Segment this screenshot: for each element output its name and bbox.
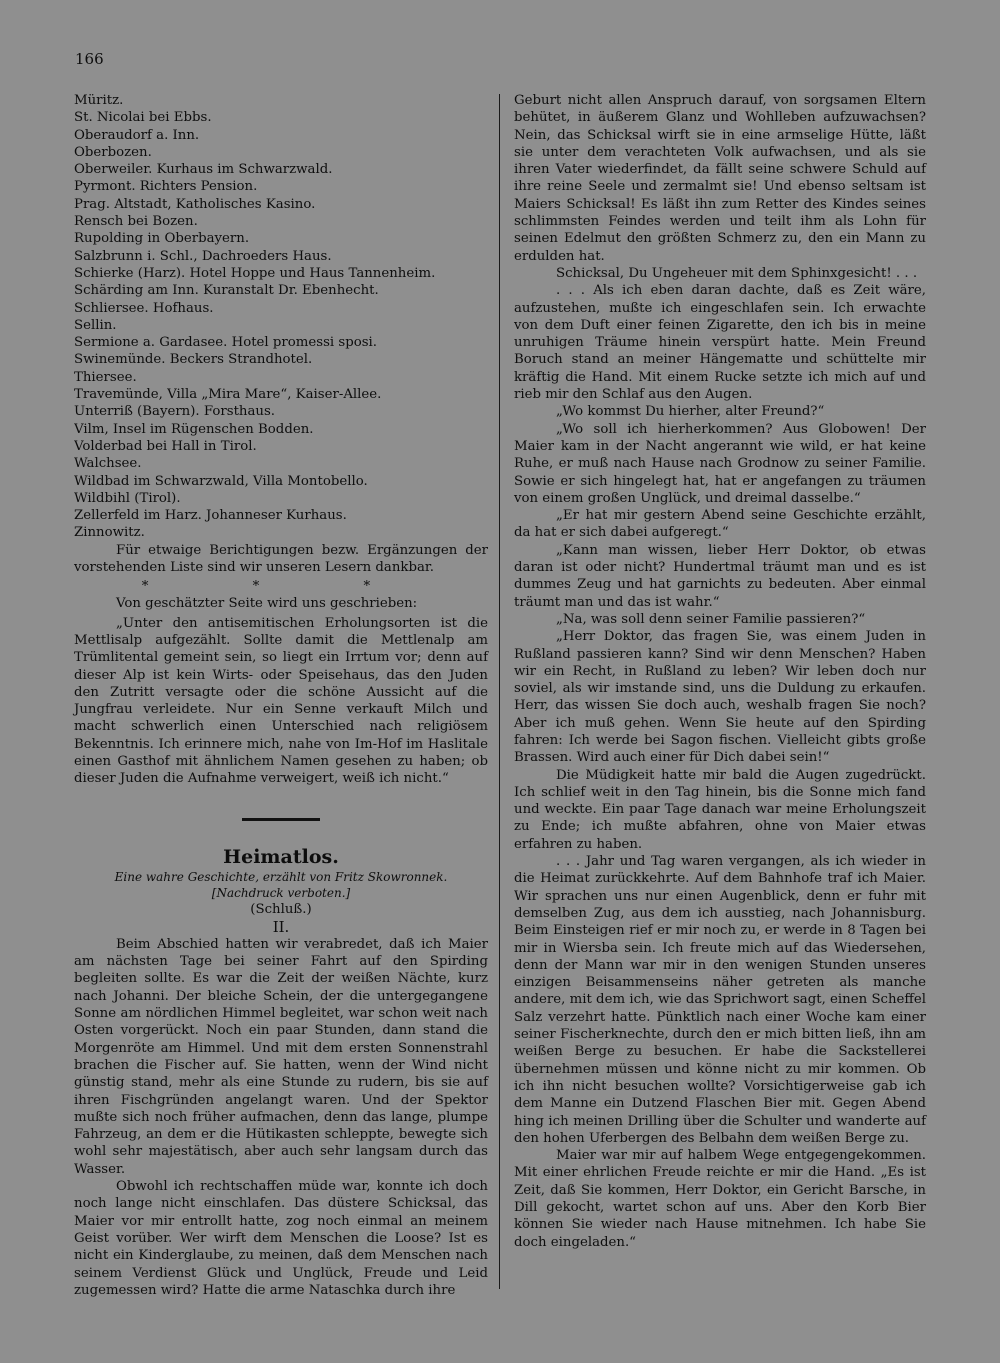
- story-paragraph: . . . Jahr und Tag waren vergangen, als ich wieder in die Heimat zurückkehrte. Auf dem Bahnhofe traf ich Maier. Wir sprachen uns nur einen Augenblick, denn er fuhr mit demselben Zug, aus dem ich ausstieg, nach Johannisburg. Beim Einsteigen rief er mir noch zu, er werde in 8 Tagen bei mir in Wiersba sein. Ich freute mich auf das Wiedersehen, denn der Mann war mir in den wenigen Stunden unseres einzigen Beisammenseins näher getreten als manche andere, mit dem ich, wie das Sprichwort sagt, einen Scheffel Salz verzehrt hatte. Pünktlich nach einer Woche kam einer seiner Fischerknechte, durch den er mich bitten ließ, ihn am weißen Berge zu besuchen. Er habe die Sackstellerei übernehmen müssen und könne nicht zu mir kommen. Ob ich ihn nicht besuchen wollte? Vorsichtigerweise gab ich dem Manne ein Dutzend Flaschen Bier mit. Gegen Abend hing ich meinen Drilling über die Schulter und wanderte auf den hohen Uferbergen des Belbahn dem weißen Berge zu.: [514, 854, 926, 1146]
- story-title: Heimatlos.: [223, 845, 339, 868]
- list-item: Zinnowitz.: [74, 525, 145, 541]
- list-item: Unterriß (Bayern). Forsthaus.: [74, 404, 276, 420]
- story-paragraph: „Wo soll ich hierherkommen? Aus Globowen! Der Maier kam in der Nacht angerannt wie wild, er hat keine Ruhe, er muß nach Hause nach Grodnow zu seiner Familie. Sowie er sich hingelegt hat, hat er angefangen zu träumen von einem großen Unglück, und dreimal dasselbe.“: [514, 421, 926, 506]
- story-paragraph: „Kann man wissen, lieber Herr Doktor, ob etwas daran ist oder nicht? Hundertmal träumt man und es ist dummes Zeug und hat garnichts zu bedeuten. Aber einmal träumt man und das ist wahr.“: [514, 542, 926, 610]
- right-column: [514, 92, 926, 1251]
- letter-intro: Von geschätzter Seite wird uns geschrieben:: [116, 596, 418, 612]
- story-paragraph: Maier war mir auf halbem Wege entgegengekommen. Mit einer ehrlichen Freude reichte er mir die Hand. „Es ist Zeit, daß Sie kommen, Herr Doktor, ein Gericht Barsche, in Dill gekocht, wartet schon auf uns. Aber den Korb Bier können Sie wieder nach Hause mitnehmen. Ich habe Sie doch eingeladen.“: [514, 1148, 926, 1250]
- list-item: Wildbihl (Tirol).: [74, 490, 181, 506]
- list-item: Oberaudorf a. Inn.: [74, 127, 200, 143]
- list-item: Swinemünde. Beckers Strandhotel.: [74, 352, 313, 368]
- story-paragraph: „Er hat mir gestern Abend seine Geschichte erzählt, da hat er sich dabei aufgeregt.“: [514, 508, 926, 541]
- list-item: Oberweiler. Kurhaus im Schwarzwald.: [74, 162, 333, 178]
- left-column: [74, 92, 488, 1299]
- places-list: [74, 92, 488, 542]
- story-paragraph: „Na, was soll denn seiner Familie passieren?“: [556, 611, 866, 627]
- list-item: Schierke (Harz). Hotel Hoppe und Haus Tannenheim.: [74, 265, 436, 281]
- list-item: Rensch bei Bozen.: [74, 214, 198, 230]
- story-paragraph: Die Müdigkeit hatte mir bald die Augen zugedrückt. Ich schlief weit in den Tag hinein, bis die Sonne mich fand und weckte. Ein paar Tage danach war meine Erholungszeit zu Ende; ich mußte abfahren, ohne von Maier etwas erfahren zu haben.: [514, 767, 926, 852]
- section-separator: * * *: [141, 579, 421, 595]
- story-paragraph: „Herr Doktor, das fragen Sie, was einem Juden in Rußland passieren kann? Sind wir denn Menschen? Haben wir ein Recht, in Rußland zu leben? Wir leben doch nur soviel, als wir imstande sind, uns die Duldung zu erkaufen. Herr, das wissen Sie doch auch, weshalb fragen Sie noch? Aber ich muß gehen. Wenn Sie heute auf den Spirding fahren: Ich werde bei Sagon fischen. Vielleicht gibts große Brassen. Wird auch einer für Dich dabei sein!“: [514, 629, 926, 766]
- page-number: 166: [75, 50, 104, 68]
- list-item: Volderbad bei Hall in Tirol.: [74, 438, 257, 454]
- list-item: Prag. Altstadt, Katholisches Kasino.: [74, 196, 316, 212]
- list-item: St. Nicolai bei Ebbs.: [74, 110, 212, 126]
- list-item: Zellerfeld im Harz. Johanneser Kurhaus.: [74, 508, 347, 524]
- story-paragraph: „Wo kommst Du hierher, alter Freund?“: [556, 404, 825, 420]
- reprint-note: [Nachdruck verboten.]: [211, 885, 351, 900]
- story-paragraph: Schicksal, Du Ungeheuer mit dem Sphinxgesicht! . . .: [556, 265, 918, 281]
- list-item: Travemünde, Villa „Mira Mare“, Kaiser-Allee.: [74, 387, 382, 403]
- story-paragraph: Obwohl ich rechtschaffen müde war, konnte ich doch noch lange nicht einschlafen. Das düstere Schicksal, das Maier vor mir entrollt hatte, zog noch einmal an meinem Geist vorüber. Wer wirft dem Menschen die Loose? Ist es nicht ein Kinderglaube, zu meinen, daß dem Menschen nach seinem Verdienst Glück und Unglück, Freude und Leid zugemessen wird? Hatte die arme Nataschka durch ihre: [74, 1179, 488, 1298]
- list-item: Schärding am Inn. Kuranstalt Dr. Ebenhecht.: [74, 283, 379, 299]
- list-item: Thiersee.: [74, 369, 137, 385]
- story-paragraph: Beim Abschied hatten wir verabredet, daß ich Maier am nächsten Tage bei seiner Fahrt auf den Spirding begleiten sollte. Es war die Zeit der weißen Nächte, kurz nach Johanni. Der bleiche Schein, der die untergegangene Sonne am nördlichen Himmel begleitet, war schon weit nach Osten vorgerückt. Noch ein paar Stunden, dann stand die Morgenröte am Himmel. Und mit dem ersten Sonnenstrahl brachen die Fischer auf. Sie hatten, wenn der Wind nicht günstig stand, mehr als eine Stunde zu rudern, bis sie auf ihren Fischgründen angelangt waren. Und der Spektor mußte sich noch früher aufmachen, denn das lange, plumpe Fahrzeug, an dem er die Hütikasten schleppte, bewegte sich wohl sehr majestätisch, aber auch sehr langsam durch das Wasser.: [74, 936, 488, 1177]
- list-item: Schliersee. Hofhaus.: [74, 300, 214, 316]
- column-divider: [499, 94, 500, 1289]
- list-item: Pyrmont. Richters Pension.: [74, 179, 258, 195]
- section-rule: [242, 818, 320, 821]
- list-item: Müritz.: [74, 93, 124, 108]
- list-item: Vilm, Insel im Rügenschen Bodden.: [74, 421, 314, 437]
- letter-text: „Unter den antisemitischen Erholungsorten ist die Mettlisalp aufgezählt. Sollte damit die Mettlenalp am Trümlitental gemeint sein, so liegt ein Irrtum vor; denn auf dieser Alp ist kein Wirts- oder Speisehaus, das den Juden den Zutritt versagte oder die schöne Aussicht auf die Jungfrau verleidete. Nur ein Senne verkauft Milch und macht schwerlich einen Unterschied nach religiösem Bekenntnis. Ich erinnere mich, nahe von Im-Hof im Haslitale einen Gasthof mit ähnlichem Namen gesehen zu haben; ob dieser Juden die Aufnahme verweigert, weiß ich nicht.“: [74, 615, 488, 787]
- story-paragraph: Geburt nicht allen Anspruch darauf, von sorgsamen Eltern behütet, in äußerem Glanz und Wohlleben aufzuwachsen? Nein, das Schicksal wirft sie in eine armselige Hütte, läßt sie unter dem verachteten Volk aufwachsen, und als sie ihren Vater wiederfindet, da fällt seine schwere Schuld auf ihre reine Seele und zermalmt sie! Und ebenso seltsam ist Maiers Schicksal! Es läßt ihn zum Retter des Kindes seines schlimmsten Feindes werden und teilt ihm als Lohn für seinen Edelmut den größten Schmerz zu, den ein Mann zu erdulden hat.: [514, 93, 926, 264]
- list-item: Rupolding in Oberbayern.: [74, 231, 250, 247]
- list-item: Wildbad im Schwarzwald, Villa Montobello.: [74, 473, 368, 489]
- chapter-number: II.: [272, 917, 290, 936]
- story-paragraph: . . . Als ich eben daran dachte, daß es Zeit wäre, aufzustehen, mußte ich eingeschlafen sein. Ich erwachte von dem Duft einer feinen Zigarette, den ich bis in meine unruhigen Träume hinein verspürt hatte. Mein Freund Boruch stand an meiner Hängematte und schüttelte mir kräftig die Hand. Mit einem Rucke setzte ich mich auf und rieb mir den Schlaf aus den Augen.: [514, 283, 926, 403]
- corrections-note: Für etwaige Berichtigungen bezw. Ergänzungen der vorstehenden Liste sind wir unseren Lesern dankbar.: [74, 542, 488, 576]
- list-item: Sellin.: [74, 317, 117, 333]
- list-item: Walchsee.: [74, 456, 142, 472]
- list-item: Sermione a. Gardasee. Hotel promessi sposi.: [74, 335, 378, 351]
- conclusion-note: (Schluß.): [250, 901, 312, 917]
- list-item: Salzbrunn i. Schl., Dachroeders Haus.: [74, 248, 332, 264]
- list-item: Oberbozen.: [74, 144, 152, 160]
- story-subtitle: Eine wahre Geschichte, erzählt von Fritz Skowronnek.: [114, 869, 448, 884]
